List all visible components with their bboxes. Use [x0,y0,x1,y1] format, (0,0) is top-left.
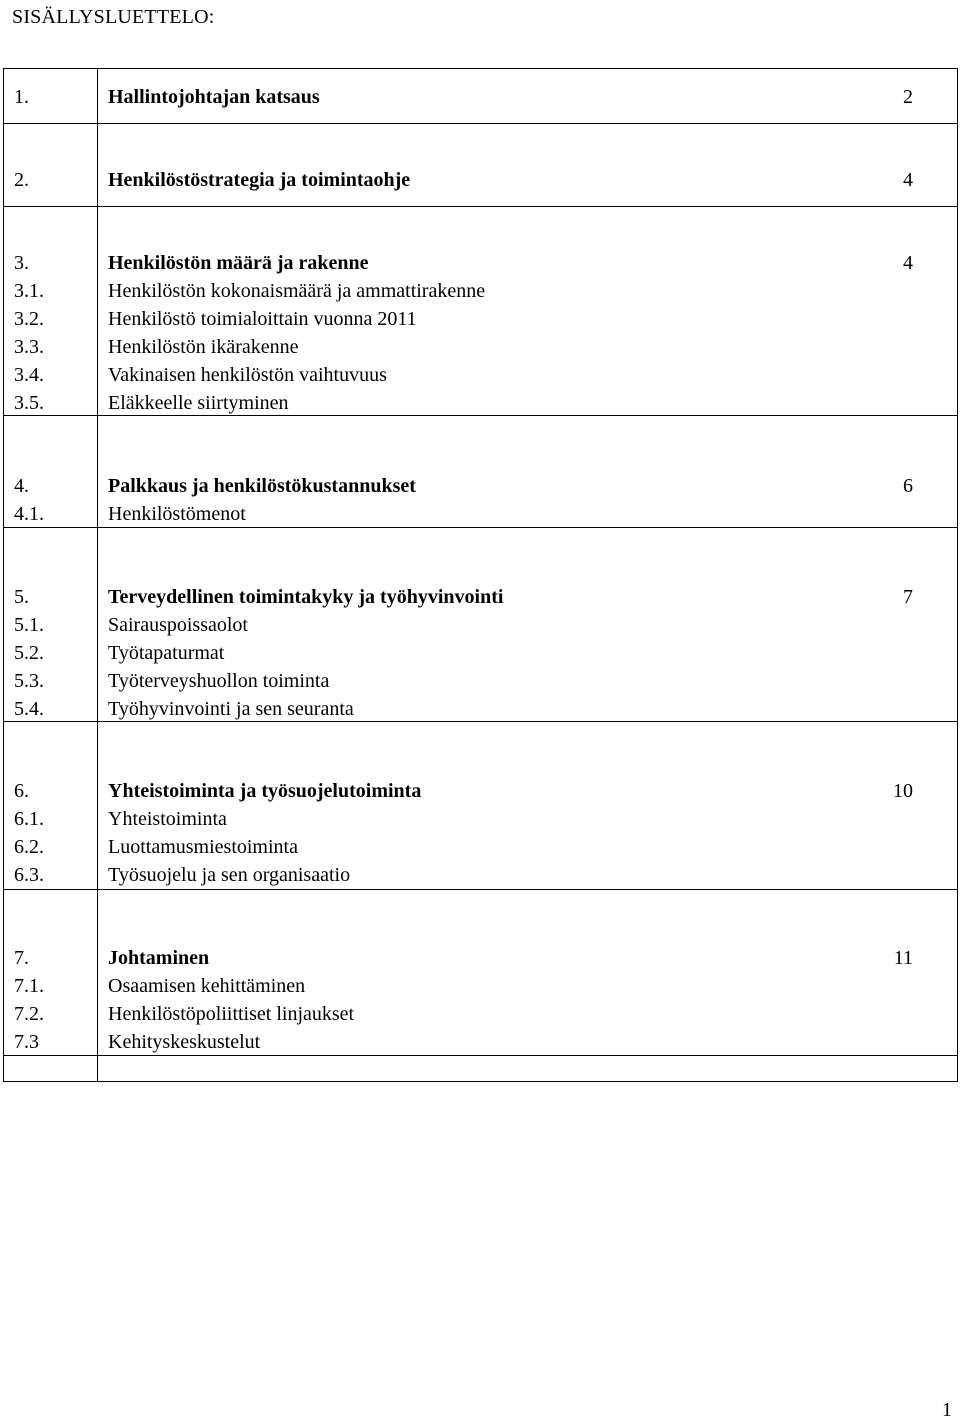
toc-page: 6 [903,475,913,497]
toc-subentry[interactable] [4,667,957,695]
toc-entry[interactable] [4,83,957,111]
page-number: 1 [942,1399,952,1421]
toc-title: Osaamisen kehittäminen [108,975,306,997]
toc-title: Työsuojelu ja sen organisaatio [108,864,351,886]
toc-number: 3. [14,252,29,274]
toc-title: Vakinaisen henkilöstön vaihtuvuus [108,364,387,386]
toc-number: 3.2. [14,308,44,330]
toc-number: 3.4. [14,364,44,386]
toc-number: 7. [14,947,29,969]
toc-number: 5. [14,586,29,608]
toc-number: 6.3. [14,864,44,886]
row-divider [4,123,957,124]
toc-title: Työhyvinvointi ja sen seuranta [108,698,354,720]
toc-number: 3.3. [14,336,44,358]
toc-subentry[interactable] [4,639,957,667]
toc-number: 2. [14,169,29,191]
toc-title: Terveydellinen toimintakyky ja työhyvinvointi [108,586,504,608]
toc-title: Palkkaus ja henkilöstökustannukset [108,475,416,497]
toc-subentry[interactable] [4,1028,957,1056]
toc-page: 7 [903,586,913,608]
toc-number: 7.1. [14,975,44,997]
toc-title: Henkilöstön määrä ja rakenne [108,252,369,274]
toc-subentry[interactable] [4,305,957,333]
toc-title: Kehityskeskustelut [108,1031,261,1053]
toc-entry[interactable] [4,249,957,277]
row-divider [4,206,957,207]
toc-subentry[interactable] [4,1000,957,1028]
toc-page: 10 [893,780,913,802]
toc-title: Henkilöstöpoliittiset linjaukset [108,1003,355,1025]
toc-number: 6. [14,780,29,802]
toc-number: 5.2. [14,642,44,664]
toc-title: Henkilöstöstrategia ja toimintaohje [108,169,411,191]
toc-number: 6.2. [14,836,44,858]
toc-title: Sairauspoissaolot [108,614,248,636]
toc-subentry[interactable] [4,861,957,889]
toc-subentry[interactable] [4,389,957,417]
toc-subentry[interactable] [4,277,957,305]
toc-title: Yhteistoiminta [108,808,227,830]
toc-title: Yhteistoiminta ja työsuojelutoiminta [108,780,422,802]
toc-title: Hallintojohtajan katsaus [108,86,320,108]
toc-entry[interactable] [4,777,957,805]
toc-subentry[interactable] [4,361,957,389]
toc-subentry[interactable] [4,805,957,833]
page-title: SISÄLLYSLUETTELO: [12,6,215,28]
toc-subentry[interactable] [4,333,957,361]
toc-number: 3.5. [14,392,44,414]
toc-page: 2 [903,86,913,108]
toc-page: 4 [903,169,913,191]
toc-title: Johtaminen [108,947,210,969]
toc-title: Henkilöstö toimialoittain vuonna 2011 [108,308,417,330]
toc-page: 4 [903,252,913,274]
toc-title: Työtapaturmat [108,642,225,664]
row-divider [4,889,957,890]
toc-number: 5.4. [14,698,44,720]
column-divider [97,69,98,1081]
table-of-contents [3,68,958,1082]
toc-number: 3.1. [14,280,44,302]
toc-entry[interactable] [4,583,957,611]
toc-subentry[interactable] [4,833,957,861]
toc-entry[interactable] [4,944,957,972]
toc-number: 6.1. [14,808,44,830]
toc-title: Henkilöstön ikärakenne [108,336,299,358]
toc-number: 7.2. [14,1003,44,1025]
toc-subentry[interactable] [4,500,957,528]
toc-title: Henkilöstömenot [108,503,246,525]
toc-subentry[interactable] [4,972,957,1000]
toc-title: Luottamusmiestoiminta [108,836,298,858]
toc-number: 5.1. [14,614,44,636]
toc-subentry[interactable] [4,611,957,639]
toc-title: Henkilöstön kokonaismäärä ja ammattirakenne [108,280,486,302]
toc-title: Eläkkeelle siirtyminen [108,392,289,414]
toc-subentry[interactable] [4,695,957,723]
toc-number: 4.1. [14,503,44,525]
toc-number: 1. [14,86,29,108]
toc-page: 11 [893,947,913,969]
toc-entry[interactable] [4,166,957,194]
toc-number: 7.3 [14,1031,39,1053]
toc-entry[interactable] [4,472,957,500]
toc-title: Työterveyshuollon toiminta [108,670,330,692]
toc-number: 5.3. [14,670,44,692]
toc-number: 4. [14,475,29,497]
